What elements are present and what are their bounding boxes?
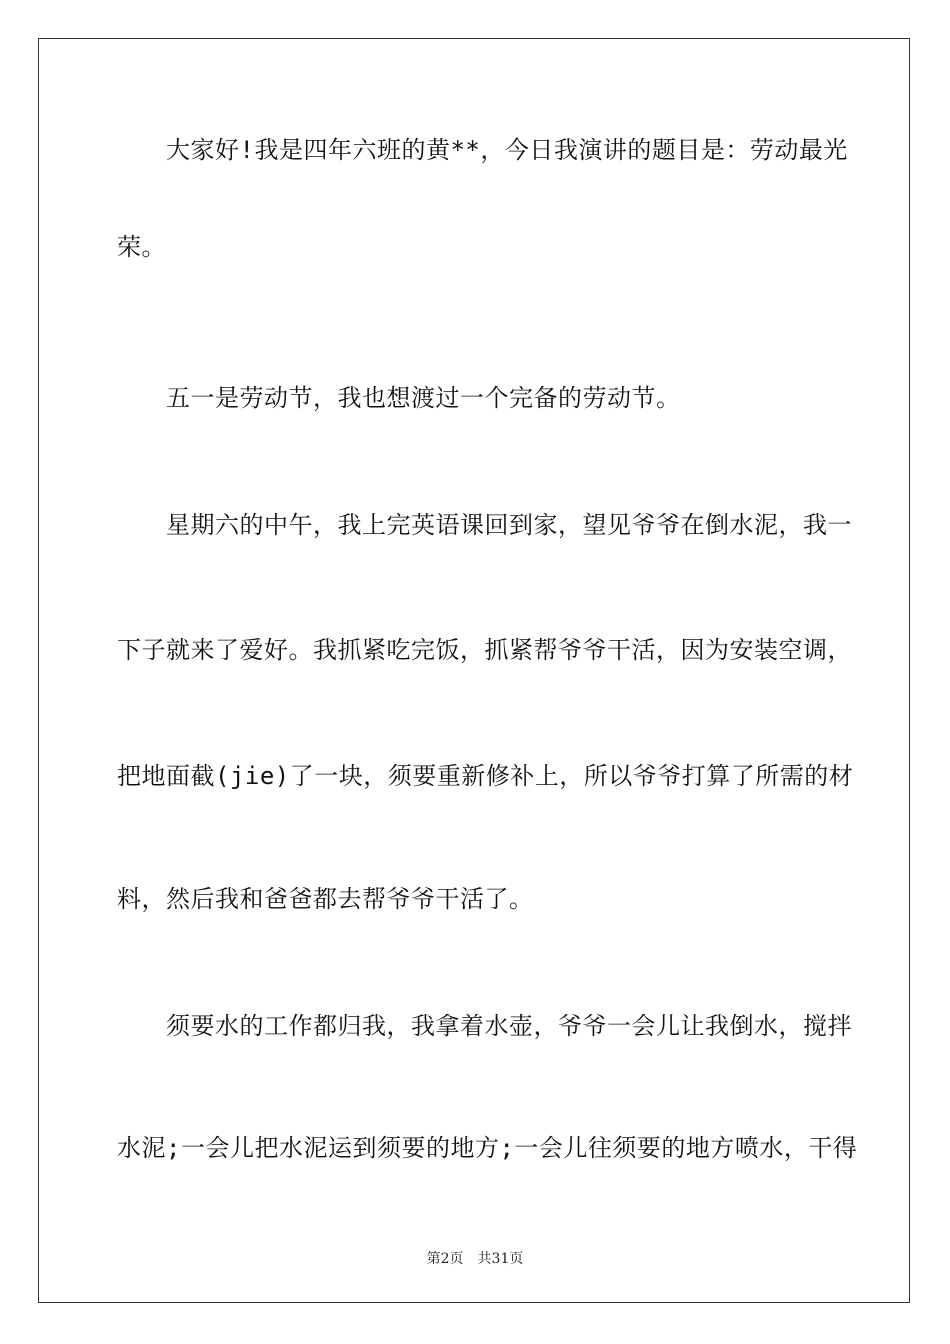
paragraph-line: 荣。 xyxy=(117,233,166,261)
paragraph-line: 星期六的中午，我上完英语课回到家，望见爷爷在倒水泥，我一 xyxy=(166,511,852,539)
paragraph-line: 大家好!我是四年六班的黄**，今日我演讲的题目是：劳动最光 xyxy=(166,136,848,164)
page-footer xyxy=(0,1248,950,1268)
page-border xyxy=(38,38,910,1303)
paragraph-line: 料，然后我和爸爸都去帮爷爷干活了。 xyxy=(117,885,534,913)
paragraph-line: 把地面截(jie)了一块，须要重新修补上，所以爷爷打算了所需的材 xyxy=(117,762,854,790)
paragraph-line: 下子就来了爱好。我抓紧吃完饭，抓紧帮爷爷干活，因为安装空调， xyxy=(117,636,852,664)
total-pages: 共31页 xyxy=(477,1251,524,1267)
paragraph-line: 水泥;一会儿把水泥运到须要的地方;一会儿往须要的地方喷水，干得 xyxy=(117,1134,858,1162)
paragraph-line: 五一是劳动节，我也想渡过一个完备的劳动节。 xyxy=(166,384,681,412)
page-number: 第2页 xyxy=(426,1251,464,1267)
paragraph-line: 须要水的工作都归我，我拿着水壶，爷爷一会儿让我倒水，搅拌 xyxy=(166,1012,852,1040)
